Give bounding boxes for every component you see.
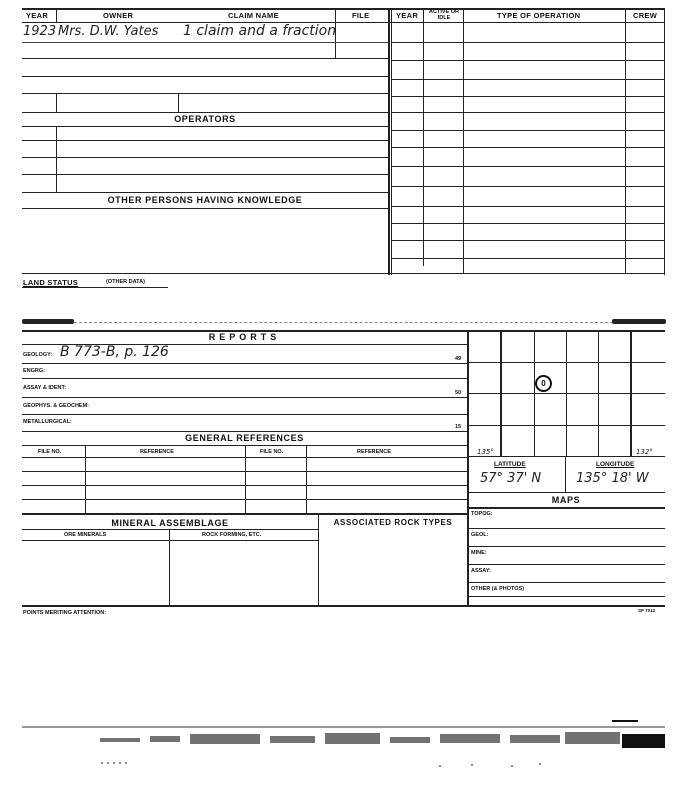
col-owner: OWNER: [103, 11, 134, 20]
ore-minerals-header: ORE MINERALS: [64, 532, 107, 538]
entry-year: 1923: [23, 24, 57, 39]
geology-page: 49: [455, 356, 462, 362]
form-number: SP 7012: [638, 608, 656, 613]
entry-claim-name: 1 claim and a fraction: [183, 23, 337, 39]
maps-geol: GEOL:: [471, 532, 489, 538]
reports-heading: REPORTS: [208, 332, 281, 342]
col-year: YEAR: [26, 11, 49, 20]
geophys-label: GEOPHYS. & GEOCHEM:: [23, 403, 90, 409]
col-claim-name: CLAIM NAME: [228, 11, 279, 20]
mineral-assemblage-heading: MINERAL ASSEMBLAGE: [111, 518, 229, 528]
geology-value: B 773-B, p. 126: [60, 344, 169, 360]
longitude-label: LONGITUDE: [596, 461, 635, 468]
maps-mine: MINE:: [471, 550, 487, 556]
land-status-sub: (OTHER DATA): [106, 279, 145, 285]
scan-noise-graphic: [0, 720, 678, 780]
lon-right-tick: 132°: [636, 448, 653, 456]
col-active-or-idle: ACTIVE OR IDLE: [429, 9, 459, 21]
points-meriting-attention: POINTS MERITING ATTENTION:: [23, 610, 107, 616]
assay-page: 50: [455, 390, 462, 396]
geology-label: GEOLOGY:: [23, 352, 53, 358]
scan-noise-strip: [0, 720, 678, 780]
col-year-right: YEAR: [396, 11, 419, 20]
rock-forming-header: ROCK FORMING, ETC.: [202, 532, 262, 538]
metallurgical-label: METALLURGICAL:: [23, 419, 72, 425]
maps-topog: TOPOG:: [471, 511, 493, 517]
ref-file-no-1: FILE NO.: [38, 449, 62, 455]
longitude-value: 135° 18' W: [576, 471, 649, 486]
col-type-of-operation: TYPE OF OPERATION: [497, 11, 581, 20]
maps-other: OTHER (& PHOTOS): [471, 586, 525, 592]
other-persons-heading: OTHER PERSONS HAVING KNOWLEDGE: [107, 195, 303, 205]
maps-assay: ASSAY:: [471, 568, 491, 574]
ref-file-no-2: FILE NO.: [260, 449, 284, 455]
land-status-label: LAND STATUS: [23, 278, 79, 287]
entry-owner: Mrs. D.W. Yates: [58, 24, 159, 39]
col-crew: CREW: [633, 11, 658, 20]
ref-reference-1: REFERENCE: [140, 449, 174, 455]
latitude-value: 57° 37' N: [480, 471, 542, 486]
associated-rock-types-heading: ASSOCIATED ROCK TYPES: [333, 518, 453, 527]
lon-left-tick: 135°: [477, 448, 494, 456]
engrg-label: ENGRG:: [23, 368, 45, 374]
general-references-heading: GENERAL REFERENCES: [185, 433, 304, 443]
assay-label: ASSAY & IDENT:: [23, 385, 67, 391]
operators-heading: OPERATORS: [174, 114, 236, 124]
col-file: FILE: [352, 11, 370, 20]
ref-reference-2: REFERENCE: [357, 449, 391, 455]
location-mark: 0: [535, 375, 552, 392]
latitude-label: LATITUDE: [494, 461, 526, 468]
maps-heading: MAPS: [551, 495, 581, 505]
metallurgical-page: 15: [455, 424, 462, 430]
